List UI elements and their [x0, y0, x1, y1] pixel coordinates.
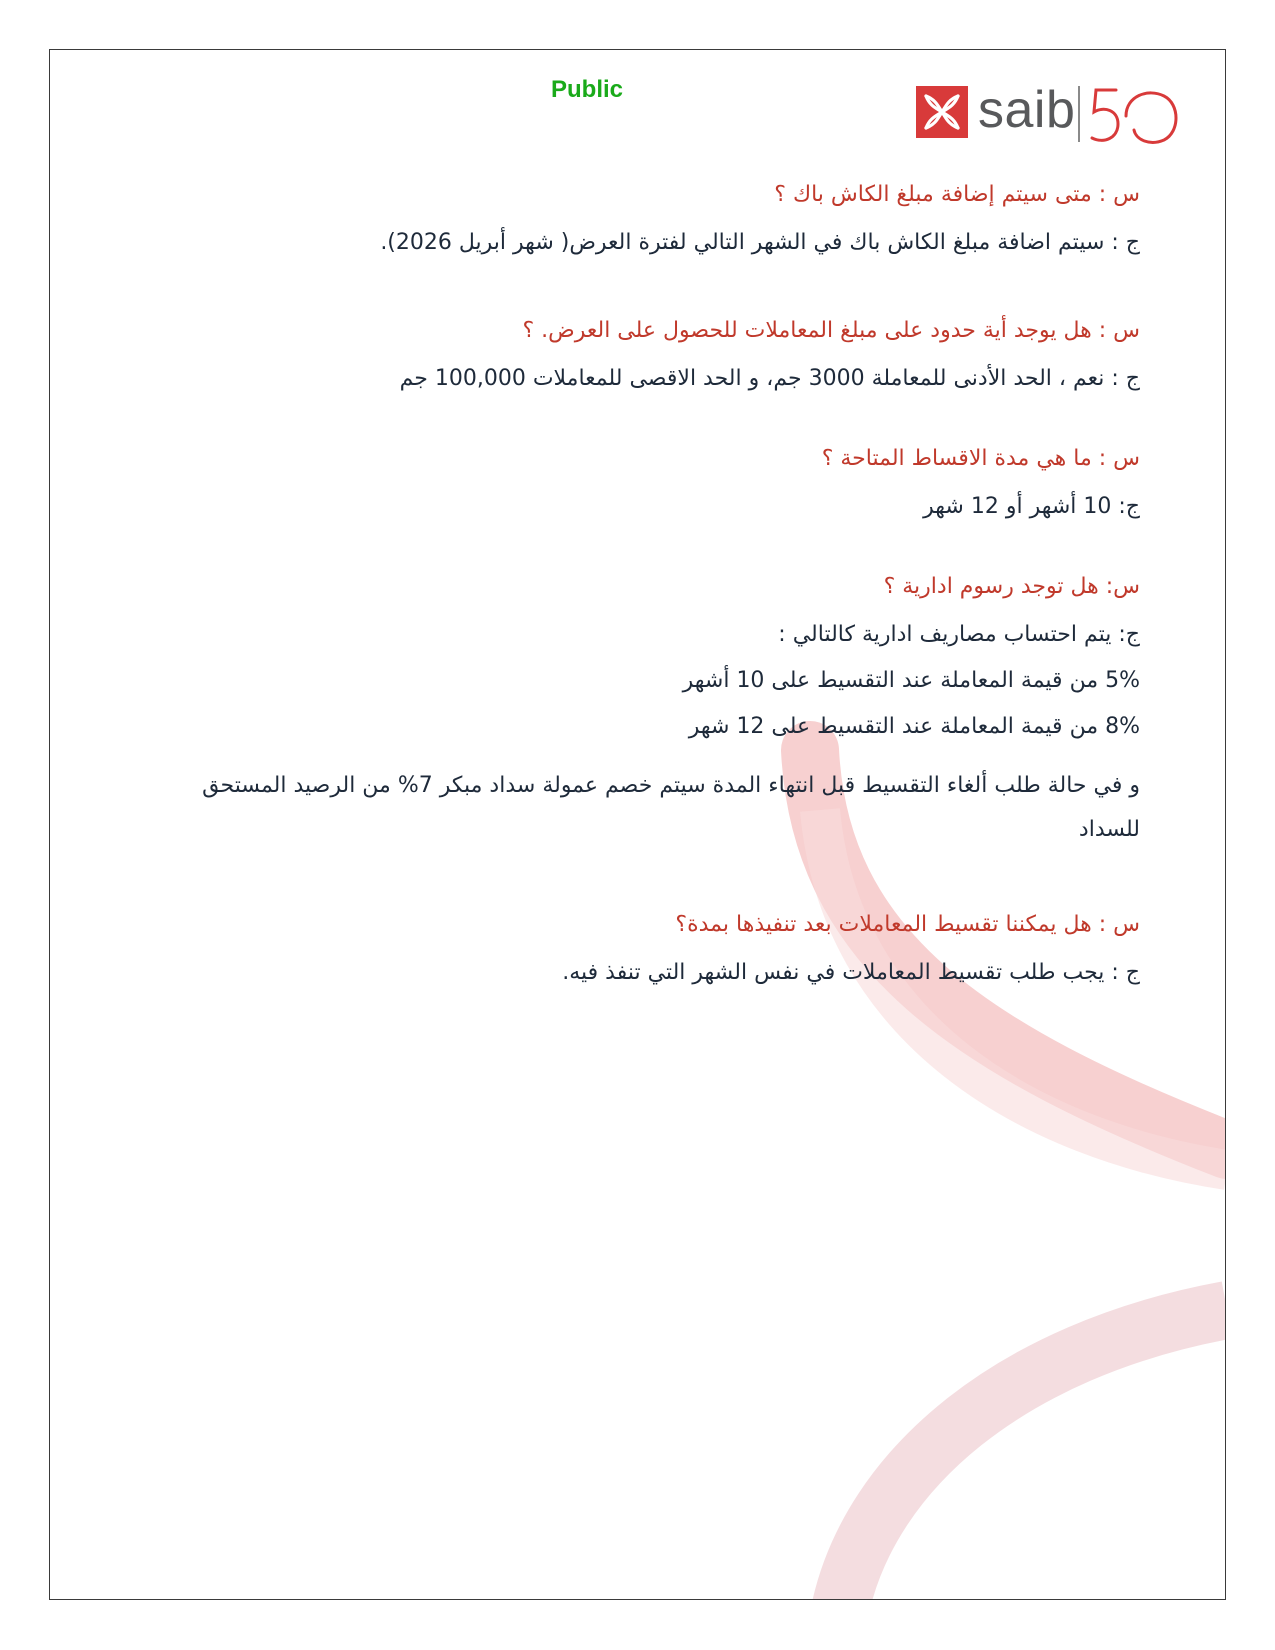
faq-item [190, 910, 1140, 988]
faq-item [190, 180, 1140, 258]
faq-answer: ج: يتم احتساب مصاريف ادارية كالتالي : [778, 622, 1140, 647]
faq-answer: ج : سيتم اضافة مبلغ الكاش باك في الشهر التالي لفترة العرض( شهر أبريل 2026). [380, 230, 1140, 255]
faq-question: س : هل يمكننا تقسيط المعاملات بعد تنفيذها بمدة؟ [675, 912, 1140, 937]
faq-answer: ج: 10 أشهر أو 12 شهر [923, 494, 1140, 519]
early-cancellation-note: و في حالة طلب ألغاء التقسيط قبل انتهاء المدة سيتم خصم عمولة سداد مبكر 7% من الرصيد المستحق للسداد [202, 773, 1140, 842]
faq-content [190, 180, 1140, 1046]
saib-logo-mark-icon [916, 86, 968, 138]
brand-wordmark: saib [978, 81, 1076, 139]
faq-item [190, 572, 1140, 852]
document-page [49, 49, 1226, 1600]
faq-question: س : هل يوجد أية حدود على مبلغ المعاملات للحصول على العرض. ؟ [522, 318, 1140, 343]
brand-logo [916, 82, 1186, 152]
fee-detail: 8% من قيمة المعاملة عند التقسيط على 12 شهر [688, 714, 1140, 739]
classification-label: Public [550, 76, 623, 103]
faq-answer: ج : يجب طلب تقسيط المعاملات في نفس الشهر التي تنفذ فيه. [562, 960, 1140, 985]
faq-item [190, 316, 1140, 394]
faq-question: س: هل توجد رسوم ادارية ؟ [883, 574, 1140, 599]
faq-answer: ج : نعم ، الحد الأدنى للمعاملة 3000 جم، و الحد الاقصى للمعاملات 100,000 جم [399, 366, 1140, 391]
faq-item [190, 444, 1140, 522]
faq-question: س : متى سيتم إضافة مبلغ الكاش باك ؟ [774, 182, 1140, 207]
fee-detail: 5% من قيمة المعاملة عند التقسيط على 10 أشهر [682, 668, 1140, 693]
logo-divider [1078, 86, 1080, 142]
faq-question: س : ما هي مدة الاقساط المتاحة ؟ [821, 446, 1140, 471]
anniversary-50-icon [1086, 82, 1186, 150]
